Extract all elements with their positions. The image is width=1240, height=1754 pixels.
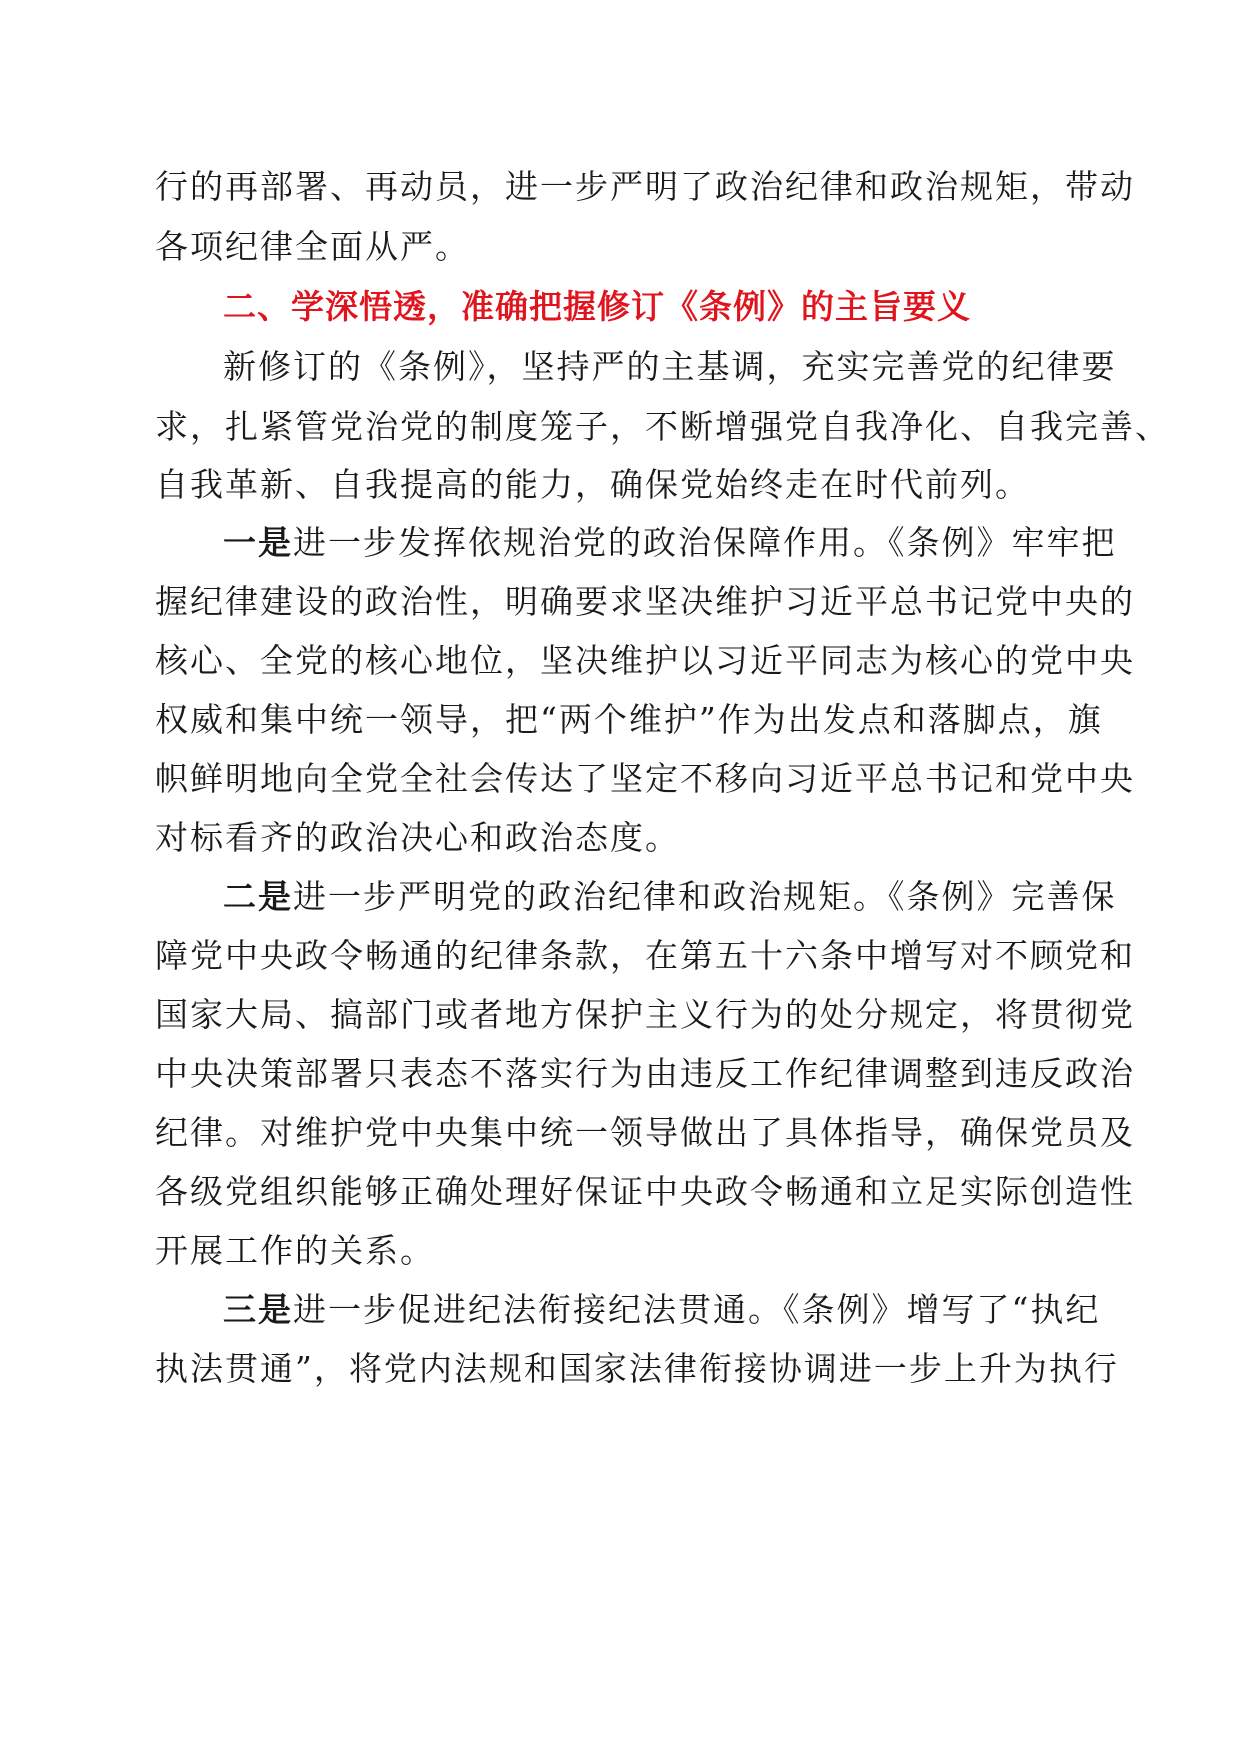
paragraph-line: 障党中央政令畅通的纪律条款，在第五十六条中增写对不顾党和: [155, 936, 1135, 975]
paragraph-line: 握纪律建设的政治性，明确要求坚决维护习近平总书记党中央的: [155, 582, 1135, 621]
bold-lead: 三是: [223, 1290, 293, 1329]
paragraph-line: 纪律。对维护党中央集中统一领导做出了具体指导，确保党员及: [155, 1113, 1135, 1152]
paragraph-text: 进一步发挥依规治党的政治保障作用。《条例》牢牢把: [293, 523, 1117, 562]
paragraph-line: 新修订的《条例》，坚持严的主基调，充实完善党的纪律要: [223, 347, 1117, 386]
paragraph-line: [223, 521, 1117, 565]
paragraph-line: 求，扎紧管党治党的制度笼子，不断增强党自我净化、自我完善、: [155, 407, 1170, 446]
paragraph-line: 各级党组织能够正确处理好保证中央政令畅通和立足实际创造性: [155, 1172, 1135, 1211]
paragraph-line: 权威和集中统一领导，把“两个维护”作为出发点和落脚点，旗: [155, 700, 1103, 739]
paragraph-line: 开展工作的关系。: [155, 1231, 435, 1270]
paragraph-line: 帜鲜明地向全党全社会传达了坚定不移向习近平总书记和党中央: [155, 759, 1135, 798]
paragraph-line: 国家大局、搞部门或者地方保护主义行为的处分规定，将贯彻党: [155, 995, 1135, 1034]
paragraph-line: 执法贯通”，将党内法规和国家法律衔接协调进一步上升为执行: [155, 1349, 1119, 1388]
paragraph-line: 行的再部署、再动员，进一步严明了政治纪律和政治规矩，带动: [155, 167, 1135, 206]
paragraph-text: 进一步促进纪法衔接纪法贯通。《条例》增写了“执纪: [293, 1290, 1101, 1329]
paragraph-line: [223, 875, 1117, 919]
paragraph-line: 对标看齐的政治决心和政治态度。: [155, 818, 680, 857]
paragraph-line: 核心、全党的核心地位，坚决维护以习近平同志为核心的党中央: [155, 641, 1135, 680]
bold-lead: 一是: [223, 523, 293, 562]
bold-lead: 二是: [223, 877, 293, 916]
paragraph-line: 中央决策部署只表态不落实行为由违反工作纪律调整到违反政治: [155, 1054, 1135, 1093]
paragraph-text: 进一步严明党的政治纪律和政治规矩。《条例》完善保: [293, 877, 1117, 916]
section-heading: 二、学深悟透，准确把握修订《条例》的主旨要义: [223, 287, 971, 326]
paragraph-line: 各项纪律全面从严。: [155, 227, 470, 266]
paragraph-line: 自我革新、自我提高的能力，确保党始终走在时代前列。: [155, 465, 1030, 504]
paragraph-line: [223, 1288, 1101, 1332]
